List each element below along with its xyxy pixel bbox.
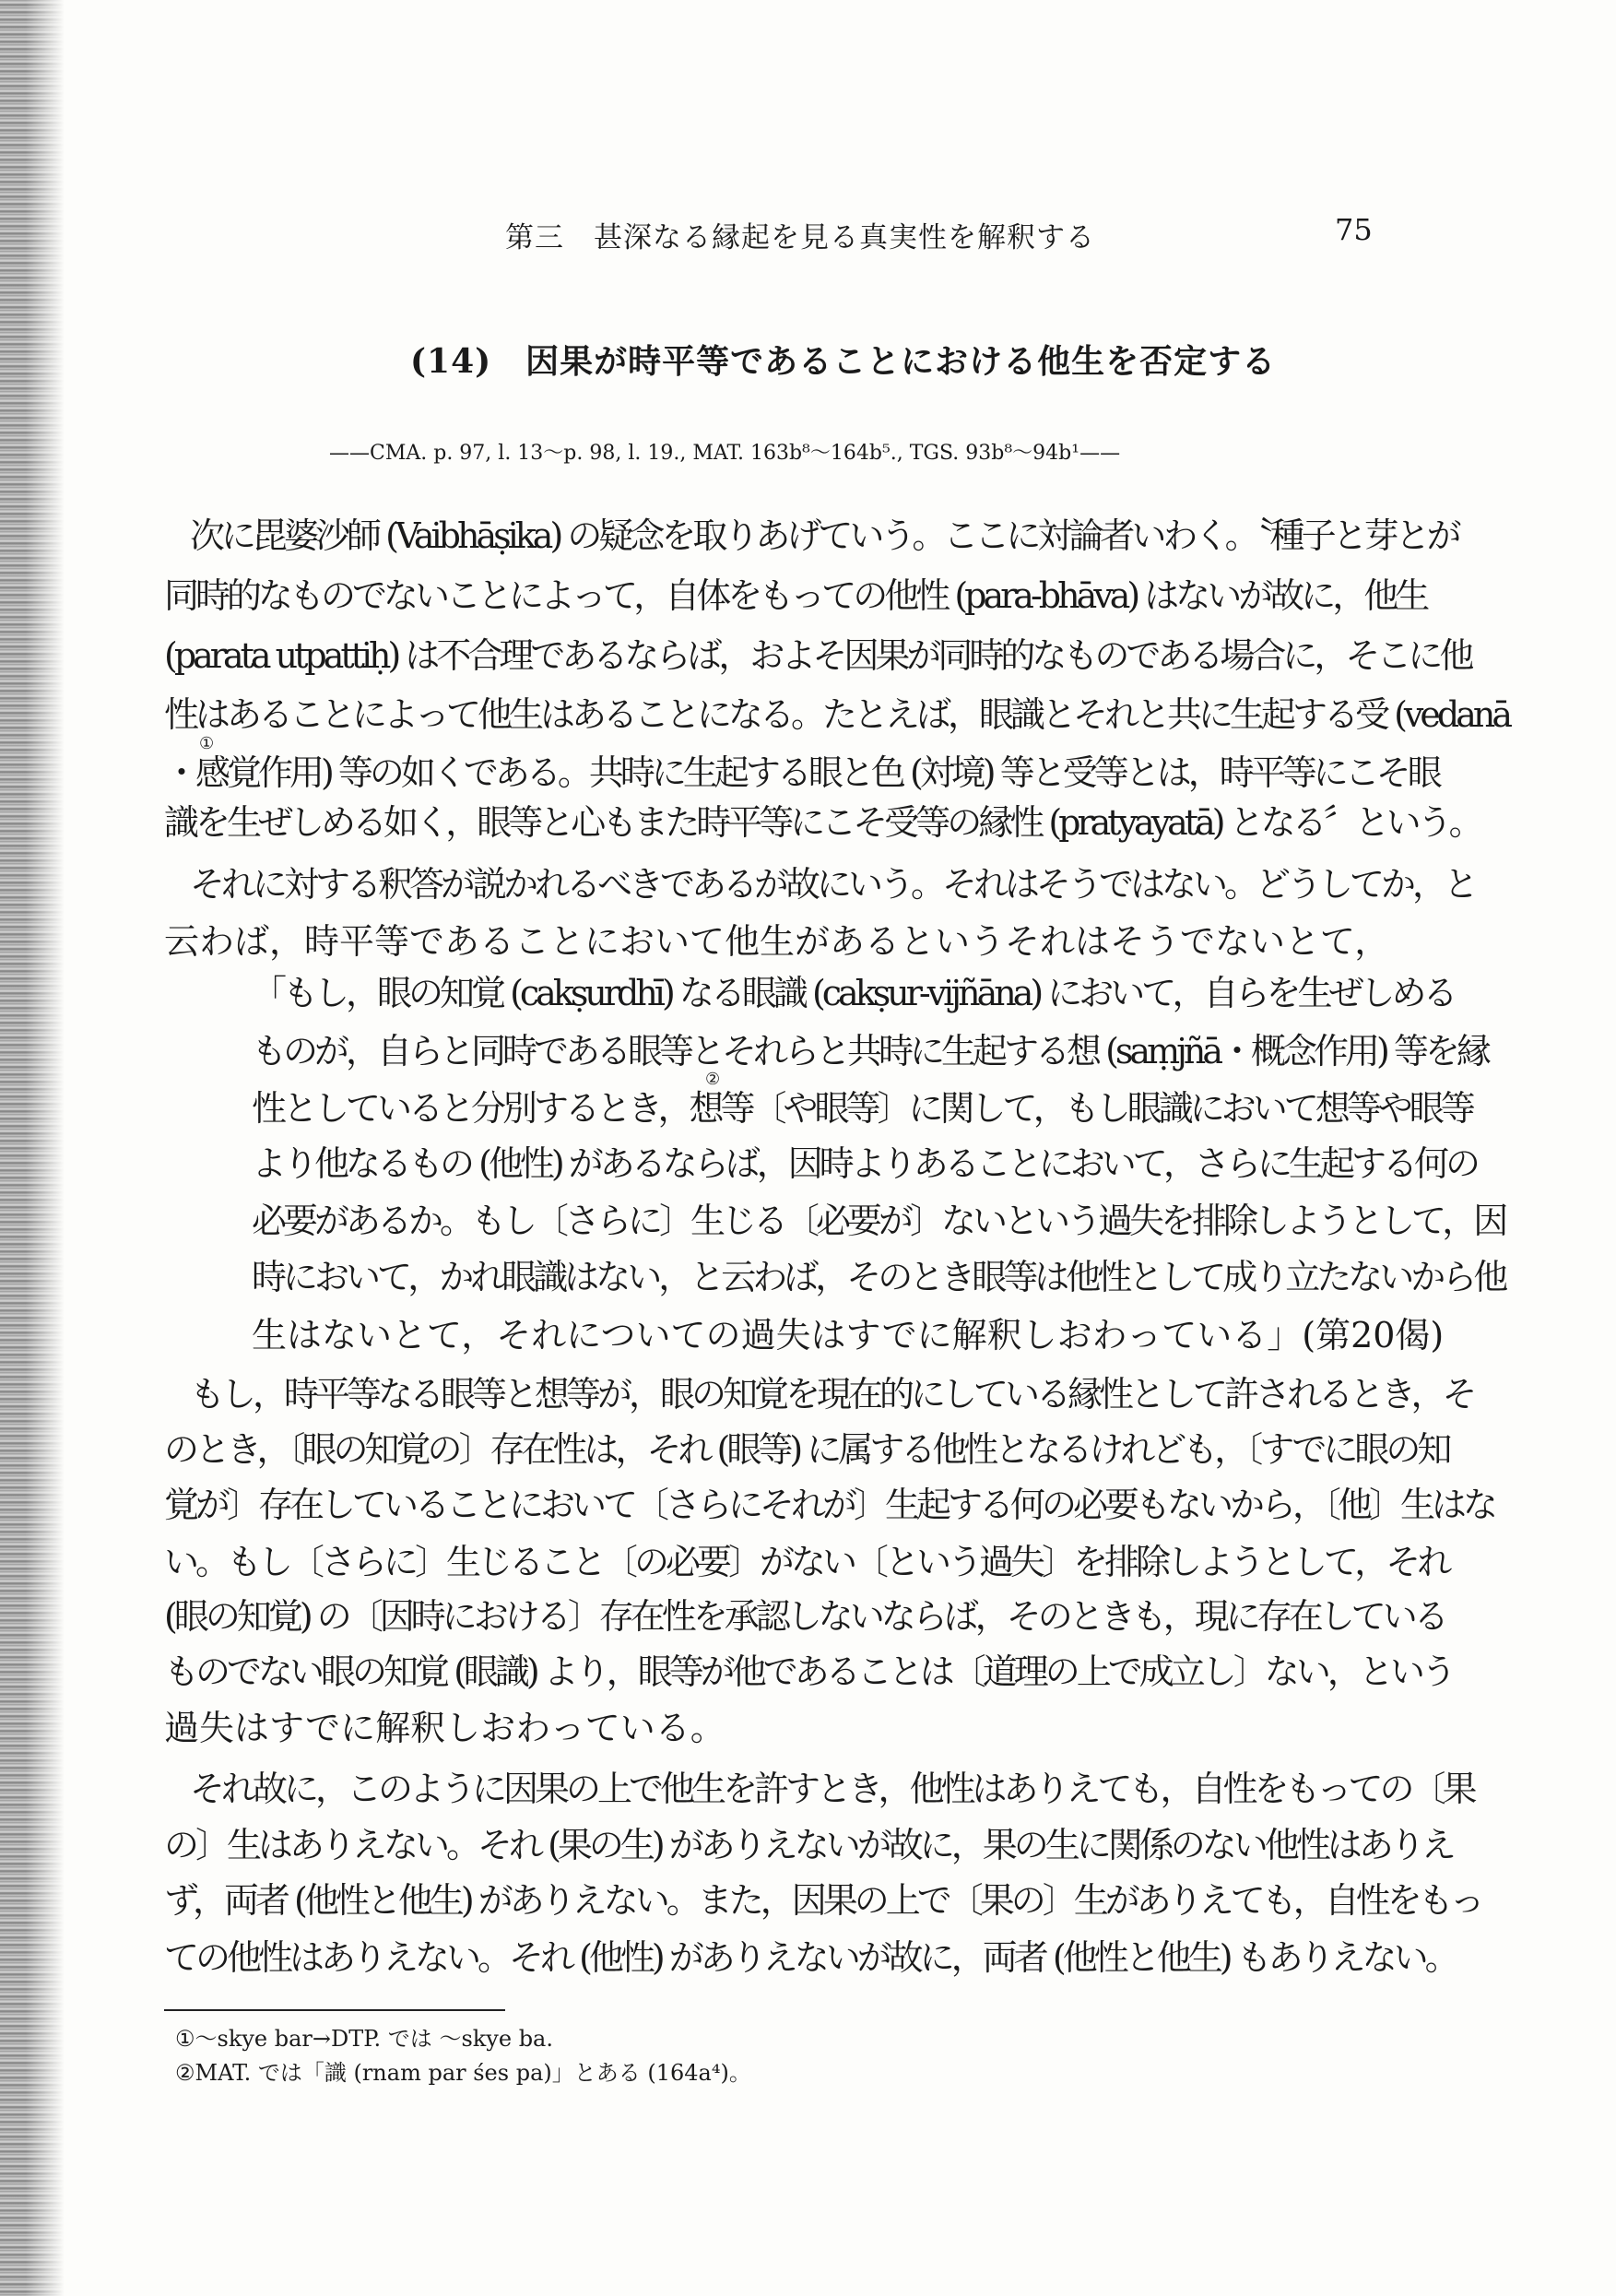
text-line: それに対する釈答が説かれるべきであるが故にいう。それはそうではない。どうしてか，と	[190, 864, 1476, 905]
text-line: のとき，〔眼の知覚の〕存在性は，それ (眼等) に属する他性となるけれども，〔すでに眼の知	[164, 1429, 1449, 1470]
text-line: 識を生ぜしめる如く，眼等と心もまた時平等にこそ受等の縁性 (pratyayatā) となる〞という。	[164, 802, 1480, 843]
note-marker-1: ①	[199, 734, 215, 753]
text-line: 覚が〕存在していることにおいて〔さらにそれが〕生起する何の必要もないから，〔他〕生はな	[164, 1485, 1495, 1525]
text-line: ・感覚作用) 等の如くである。共時に生起する眼と色 (対境) 等と受等とは，時平等にこそ眼	[164, 752, 1439, 793]
text-line: ものでない眼の知覚 (眼識) より，眼等が他であることは〔道理の上で成立し〕ない，という	[164, 1651, 1453, 1692]
text-line: ての他性はありえない。それ (他性) がありえないが故に，両者 (他性と他生) もありえない。	[164, 1937, 1457, 1978]
text-line: (眼の知覚) の〔因時における〕存在性を承認しないならば，そのときも，現に存在している	[164, 1596, 1445, 1637]
text-line: ず，両者 (他性と他生) がありえない。また，因果の上で〔果の〕生がありえても，自性をもっ	[164, 1880, 1481, 1921]
quote-line: 性としていると分別するとき，想等〔や眼等〕に関して，もし眼識において想等や眼等	[252, 1088, 1472, 1129]
text-line: 次に毘婆沙師 (Vaibhāṣika) の疑念を取りあげていう。ここに対論者いわく。〝種子と芽とが	[190, 515, 1458, 556]
text-line: それ故に，このように因果の上で他生を許すとき，他性はありえても，自性をもっての〔果	[190, 1769, 1474, 1809]
text-line: (parata utpattiḥ) は不合理であるならば，およそ因果が同時的なものである場合に，そこに他	[164, 635, 1471, 676]
quote-line: ものが，自らと同時である眼等とそれらと共時に生起する想 (saṃjñā・概念作用) 等を縁	[252, 1031, 1488, 1071]
footnote-2: ②MAT. では「識 (rnam par śes pa)」とある (164a⁴)。	[175, 2060, 751, 2086]
text-line: の〕生はありえない。それ (果の生) がありえないが故に，果の生に関係のない他性はありえ	[164, 1825, 1453, 1865]
page-number: 75	[1335, 212, 1373, 247]
footnote-1: ①～skye bar→DTP. では ～skye ba.	[175, 2026, 553, 2052]
text-line: 云わば，時平等であることにおいて他生があるというそれはそうでないとて，	[164, 921, 1390, 962]
quote-line: 生はないとて，それについての過失はすでに解釈しおわっている」(第20偈)	[252, 1315, 1445, 1355]
text-line: い。もし〔さらに〕生じること〔の必要〕がない〔という過失〕を排除しようとして，それ	[164, 1542, 1449, 1582]
quote-line: 時において，かれ眼識はない，と云わば，そのとき眼等は他性として成り立たないから他	[252, 1257, 1505, 1297]
note-marker-2: ②	[705, 1070, 721, 1089]
text-line: 同時的なものでないことによって，自体をもっての他性 (para-bhāva) はないが故に，他生	[164, 575, 1427, 616]
scan-edge-shadow	[0, 0, 65, 2296]
source-reference: ——CMA. p. 97, l. 13～p. 98, l. 19., MAT. 163b⁸～164b⁵., TGS. 93b⁸～94b¹——	[329, 442, 1121, 465]
footnote-rule	[164, 2009, 505, 2011]
text-line: もし，時平等なる眼等と想等が，眼の知覚を現在的にしている縁性として許されるとき，そ	[190, 1374, 1474, 1414]
quote-line: より他なるもの (他性) があるならば，因時よりあることにおいて，さらに生起する何の	[252, 1143, 1478, 1184]
text-line: 性はあることによって他生はあることになる。たとえば，眼識とそれと共に生起する受 (vedanā	[164, 694, 1509, 735]
section-title: (14) 因果が時平等であることにおける他生を否定する	[410, 342, 1277, 381]
quote-line: 「もし，眼の知覚 (cakṣurdhī) なる眼識 (cakṣur-vijñāna) において，自らを生ぜしめる	[252, 973, 1455, 1013]
text-line: 過失はすでに解釈しおわっている。	[164, 1708, 725, 1748]
quote-line: 必要があるか。もし〔さらに〕生じる〔必要が〕ないという過失を排除しようとして，因	[252, 1201, 1505, 1241]
running-header: 第三 甚深なる縁起を見る真実性を解釈する	[505, 221, 1095, 254]
